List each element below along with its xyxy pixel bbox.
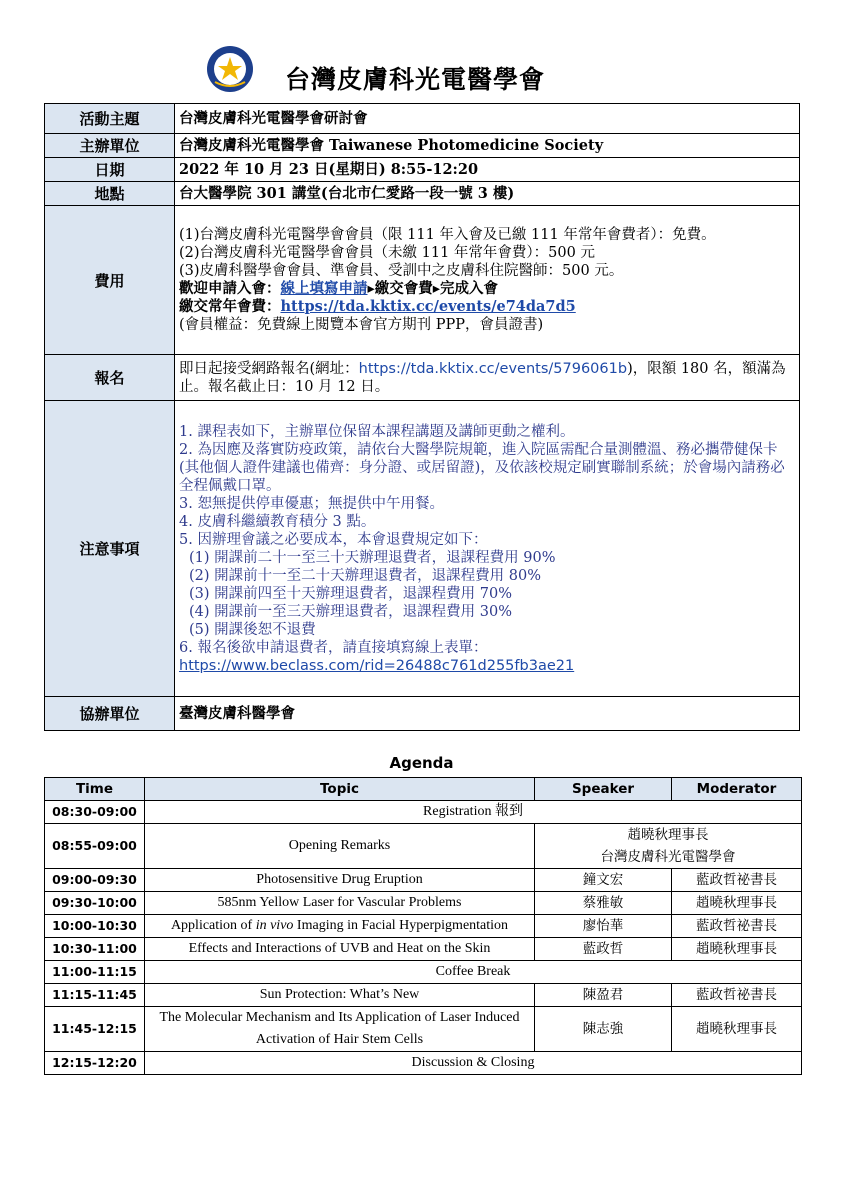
agenda-moderator: 趙曉秋理事長 [672, 1007, 802, 1052]
registration-prefix: 即日起接受網路報名(網址： [179, 360, 359, 377]
host-value: 台灣皮膚科光電醫學會 Taiwanese Photomedicine Society [175, 134, 800, 158]
event-info-table [44, 103, 800, 731]
agenda-topic: Discussion & Closing [145, 1052, 802, 1075]
place-value: 台大醫學院 301 講堂(台北市仁愛路一段一號 3 樓) [175, 182, 800, 206]
fee-row [45, 206, 800, 355]
topic-part: Imaging in Facial Hyperpigmentation [293, 918, 509, 933]
agenda-time: 09:00-09:30 [45, 869, 145, 892]
agenda-time: 08:30-09:00 [45, 801, 145, 824]
agenda-topic: Effects and Interactions of UVB and Heat on the Skin [145, 938, 535, 961]
agenda-row [45, 961, 802, 984]
agenda-topic: Registration 報到 [145, 801, 802, 824]
agenda-moderator: 藍政哲祕書長 [672, 915, 802, 938]
registration-link[interactable]: https://tda.kktix.cc/events/5796061b [358, 360, 628, 377]
agenda-topic: The Molecular Mechanism and Its Application of Laser Induced Activation of Hair Stem Cells [145, 1007, 535, 1052]
notes-value [175, 401, 800, 697]
agenda-time: 10:00-10:30 [45, 915, 145, 938]
note-item: 1. 課程表如下，主辦單位保留本課程講題及講師更動之權利。 [179, 423, 575, 440]
date-row [45, 158, 800, 182]
refund-item: (2) 開課前十一至二十天辦理退費者，退課程費用 80% [189, 567, 541, 584]
agenda-time: 12:15-12:20 [45, 1052, 145, 1075]
note-item: 3. 恕無提供停車優惠；無提供中午用餐。 [179, 495, 444, 512]
date-label: 日期 [45, 158, 175, 182]
fee-label: 費用 [45, 206, 175, 355]
agenda-row [45, 1052, 802, 1075]
fee-rights: (會員權益：免費線上閱覽本會官方期刊 PPP，會員證書) [179, 317, 544, 333]
agenda-time: 08:55-09:00 [45, 824, 145, 869]
registration-suffix: )，限額 180 名，額滿為止。報名截止日：10 月 12 日。 [179, 360, 786, 395]
agenda-row [45, 869, 802, 892]
agenda-speaker: 鐘文宏 [535, 869, 672, 892]
host-row [45, 134, 800, 158]
agenda-table [44, 777, 802, 1075]
co-organizer-label: 協辦單位 [45, 697, 175, 731]
fee-annual-line [179, 298, 795, 316]
fee-join-line [179, 280, 795, 298]
co-organizer-row [45, 697, 800, 731]
registration-value [175, 355, 800, 401]
refund-form-link[interactable]: https://www.beclass.com/rid=26488c761d255fb3ae21 [179, 657, 575, 674]
agenda-topic [145, 915, 535, 938]
agenda-moderator: 藍政哲祕書長 [672, 869, 802, 892]
society-logo [205, 44, 255, 94]
refund-item: (5) 開課後恕不退費 [189, 621, 316, 638]
agenda-row [45, 892, 802, 915]
agenda-time: 11:00-11:15 [45, 961, 145, 984]
fee-join-suffix: ▸繳交會費▸完成入會 [367, 280, 499, 297]
refund-item: (1) 開課前二十一至三十天辦理退費者，退課程費用 90% [189, 549, 556, 566]
topic-row [45, 104, 800, 134]
fee-line-2: (2)台灣皮膚科光電醫學會會員（未繳 111 年常年會費）：500 元 [179, 245, 595, 261]
topic-label: 活動主題 [45, 104, 175, 134]
co-organizer-value: 臺灣皮膚科醫學會 [175, 697, 800, 731]
topic-italic: in vivo [255, 918, 294, 933]
agenda-topic: Coffee Break [145, 961, 802, 984]
agenda-speaker: 廖怡華 [535, 915, 672, 938]
agenda-title: Agenda [389, 754, 454, 772]
header-moderator: Moderator [672, 778, 802, 801]
note-item: 4. 皮膚科繼續教育積分 3 點。 [179, 513, 376, 530]
agenda-moderator: 趙曉秋理事長 [672, 892, 802, 915]
topic-value: 台灣皮膚科光電醫學會研討會 [175, 104, 800, 134]
agenda-topic: Opening Remarks [145, 824, 535, 869]
agenda-topic: Sun Protection: What’s New [145, 984, 535, 1007]
fee-annual-prefix: 繳交常年會費： [179, 298, 281, 315]
refund-item: (3) 開課前四至十天辦理退費者，退課程費用 70% [189, 585, 512, 602]
agenda-row [45, 801, 802, 824]
agenda-topic: Photosensitive Drug Eruption [145, 869, 535, 892]
agenda-speaker: 陳盈君 [535, 984, 672, 1007]
agenda-time: 11:45-12:15 [45, 1007, 145, 1052]
agenda-speaker: 藍政哲 [535, 938, 672, 961]
page-title: 台灣皮膚科光電醫學會 [285, 65, 546, 94]
agenda-time: 11:15-11:45 [45, 984, 145, 1007]
annual-fee-link[interactable]: https://tda.kktix.cc/events/e74da7d5 [280, 298, 576, 315]
place-row [45, 182, 800, 206]
agenda-speaker: 趙曉秋理事長 台灣皮膚科光電醫學會 [535, 824, 802, 869]
agenda-row [45, 938, 802, 961]
fee-line-3: (3)皮膚科醫學會會員、準會員、受訓中之皮膚科住院醫師：500 元。 [179, 263, 624, 279]
agenda-row [45, 915, 802, 938]
note-item: 6. 報名後欲申請退費者，請直接填寫線上表單： [179, 639, 488, 656]
agenda-speaker: 陳志強 [535, 1007, 672, 1052]
fee-line-1: (1)台灣皮膚科光電醫學會會員（限 111 年入會及已繳 111 年常年會費者）：免費。 [179, 227, 716, 243]
registration-label: 報名 [45, 355, 175, 401]
agenda-row [45, 984, 802, 1007]
topic-part: Application of [170, 918, 256, 933]
fee-join-prefix: 歡迎申請入會： [179, 280, 281, 297]
notes-label: 注意事項 [45, 401, 175, 697]
note-item: 2. 為因應及落實防疫政策，請依台大醫學院規範，進入院區需配合量測體溫、務必攜帶健保卡(其他個人證件建議也備齊：身分證、或居留證)，及依該校規定刷實聯制系統；於會場內請務必全程佩戴口罩。 [179, 441, 785, 494]
header-topic: Topic [145, 778, 535, 801]
registration-row [45, 355, 800, 401]
agenda-speaker: 蔡雅敏 [535, 892, 672, 915]
agenda-header-row [45, 778, 802, 801]
agenda-topic: 585nm Yellow Laser for Vascular Problems [145, 892, 535, 915]
agenda-time: 09:30-10:00 [45, 892, 145, 915]
agenda-time: 10:30-11:00 [45, 938, 145, 961]
agenda-moderator: 藍政哲祕書長 [672, 984, 802, 1007]
header-speaker: Speaker [535, 778, 672, 801]
agenda-moderator: 趙曉秋理事長 [672, 938, 802, 961]
agenda-row [45, 1007, 802, 1052]
place-label: 地點 [45, 182, 175, 206]
notes-row [45, 401, 800, 697]
fee-value [175, 206, 800, 355]
agenda-row [45, 824, 802, 869]
date-value: 2022 年 10 月 23 日(星期日) 8:55-12:20 [175, 158, 800, 182]
note-item: 5. 因辦理會議之必要成本，本會退費規定如下： [179, 531, 488, 548]
header-time: Time [45, 778, 145, 801]
host-label: 主辦單位 [45, 134, 175, 158]
refund-item: (4) 開課前一至三天辦理退費者，退課程費用 30% [189, 603, 512, 620]
join-apply-link[interactable]: 線上填寫申請 [280, 280, 368, 297]
